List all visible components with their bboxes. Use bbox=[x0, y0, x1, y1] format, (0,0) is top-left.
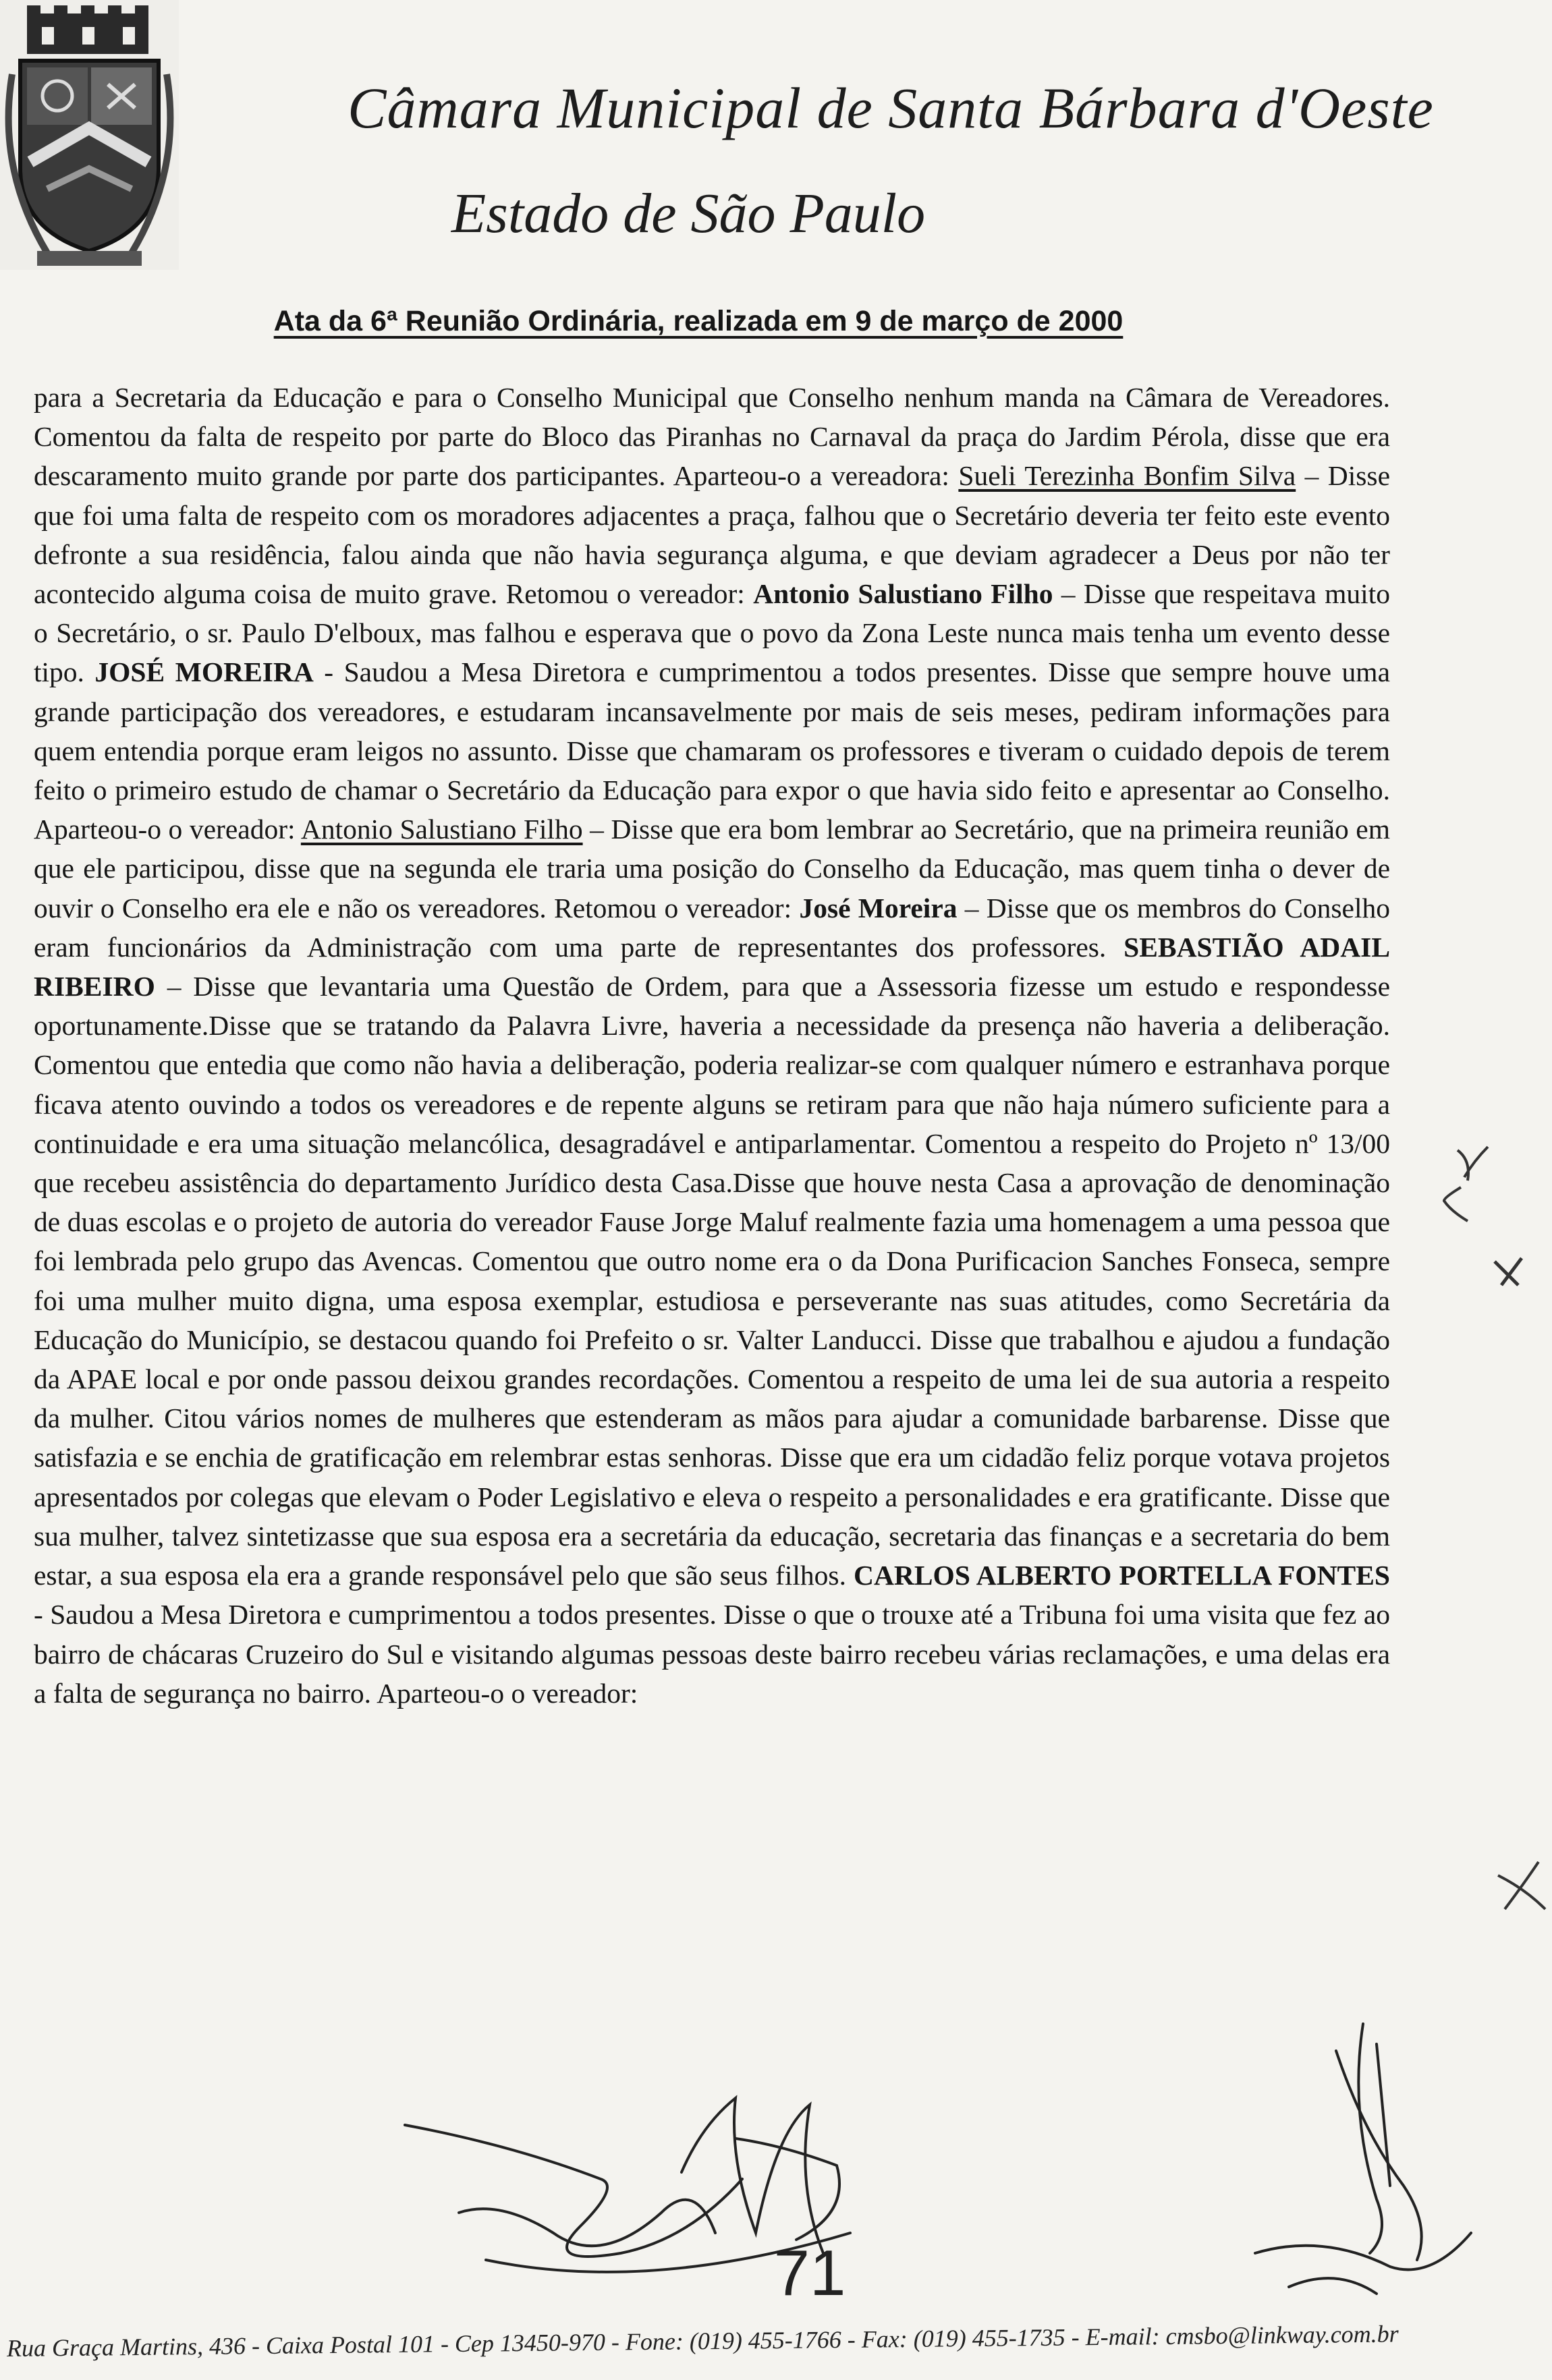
margin-checkmark-icon bbox=[1431, 1181, 1478, 1228]
signatures bbox=[378, 2010, 1525, 2300]
councillor-name: Antonio Salustiano Filho bbox=[300, 814, 583, 845]
margin-checkmark-icon bbox=[1491, 1855, 1552, 1916]
body-text: – Disse que levantaria uma Questão de Ordem, para que a Assessoria fizesse um estudo e respondesse oportunamente.Disse que se tratando da Palavra Livre, haveria a necessidade da presença não haveria a deliberação. Comentou que entedia que como não havia a deliberação, poderia realizar-se com qualquer número e estranhava porque ficava atento ouvindo a todos os vereadores e de repente alguns se retiram para que não haja número suficiente para a continuidade e era uma situação melancólica, desagradável e antiparlamentar. Comentou a respeito do Projeto nº 13/00 que recebeu assistência do departamento Jurídico desta Casa.Disse que houve nesta Casa a aprovação de denominação de duas escolas e o projeto de autoria do vereador Fause Jorge Maluf realmente fazia uma homenagem a uma pessoa que foi lembrada pelo grupo das Avencas. Comentou que outro nome era o da Dona Purificacion Sanches Fonseca, sempre foi uma mulher muito digna, uma esposa exemplar, estudiosa e perseverante nas suas atitudes, como Secretária da Educação do Município, se destacou quando foi Prefeito o sr. Valter Landucci. Disse que trabalhou e ajudou a fundação da APAE local e por onde passou deixou grandes recordações. Comentou a respeito de uma lei de sua autoria a respeito da mulher. Citou vários nomes de mulheres que estenderam as mãos para ajudar a comunidade barbarense. Disse que satisfazia e se enchia de gratificação em relembrar estas senhoras. Disse que era um cidadão feliz porque votava projetos apresentados por colegas que elevam o Poder Legislativo e eleva o respeito a personalidades e era gratificante. Disse que sua mulher, talvez sintetizasse que sua esposa era a secretária da educação, secretaria das finanças e a secretaria do bem estar, a sua esposa ela era a grande responsável pelo que são seus filhos. bbox=[34, 971, 1390, 1591]
speaker-name: CARLOS ALBERTO PORTELLA FONTES bbox=[853, 1560, 1390, 1591]
speaker-name: SEBASTIÃO ADAIL RIBEIRO bbox=[34, 931, 1390, 1002]
page-number: 71 bbox=[773, 2237, 846, 2309]
minutes-body bbox=[34, 378, 1390, 2017]
body-text: – Disse que era bom lembrar ao Secretário, que na primeira reunião em que ele participou, disse que na segunda ele traria uma posição do Conselho da Educação, mas quem tinha o dever de ouvir o Conselho era ele e não os vereadores. Retomou o vereador: bbox=[34, 814, 1390, 924]
letterhead-subtitle: Estado de São Paulo bbox=[451, 182, 926, 245]
councillor-name: Sueli Terezinha Bonfim Silva bbox=[958, 460, 1296, 492]
body-text: - Saudou a Mesa Diretora e cumprimentou a todos presentes. Disse o que o trouxe até a Tribuna foi uma visita que fez ao bairro de chácaras Cruzeiro do Sul e visitando algumas pessoas deste bairro recebeu várias reclamações, e uma delas era a falta de segurança no bairro. Aparteou-o o vereador: bbox=[34, 1599, 1390, 1709]
councillor-name: Antonio Salustiano Filho bbox=[753, 578, 1053, 610]
coat-of-arms-icon bbox=[0, 0, 179, 270]
body-text: - Saudou a Mesa Diretora e cumprimentou a todos presentes. Disse que sempre houve uma grande participação dos vereadores, e estudaram incansavelmente por mais de seis meses, pediram informações para quem entendia porque eram leigos no assunto. Disse que chamaram os professores e tiveram o cuidado depois de terem feito o primeiro estudo de chamar o Secretário da Educação para expor o que havia sido feito e apresentar ao Conselho. Aparteou-o o vereador: bbox=[34, 656, 1391, 845]
footer-address: Rua Graça Martins, 436 - Caixa Postal 101 - Cep 13450-970 - Fone: (019) 455-1766 - Fax: (019) 455-1735 - E-mail: cmsbo@linkway.com.br bbox=[6, 2320, 1399, 2362]
letterhead-title: Câmara Municipal de Santa Bárbara d'Oeste bbox=[348, 76, 1434, 140]
speaker-name: JOSÉ MOREIRA bbox=[94, 656, 314, 688]
body-text: – Disse que os membros do Conselho eram funcionários da Administração com uma parte de representantes dos professores. bbox=[34, 892, 1390, 963]
body-text: – Disse que foi uma falta de respeito com os moradores adjacentes a praça, falhou que o Secretário deveria ter feito este evento defronte a sua residência, falou ainda que não havia segurança alguma, e que deviam agradecer a Deus por não ter acontecido alguma coisa de muito grave. Retomou o vereador: bbox=[34, 460, 1390, 610]
body-text: para a Secretaria da Educação e para o Conselho Municipal que Conselho nenhum manda na Câmara de Vereadores. Comentou da falta de respeito por parte do Bloco das Piranhas no Carnaval da praça do Jardim Pérola, disse que era descaramento muito grande por parte dos participantes. Aparteou-o a vereadora: bbox=[34, 382, 1390, 492]
minutes-paragraph bbox=[34, 378, 1390, 1713]
margin-checkmark-icon bbox=[1485, 1248, 1532, 1295]
councillor-name: José Moreira bbox=[799, 892, 958, 924]
body-text: – Disse que respeitava muito o Secretário, o sr. Paulo D'elboux, mas falhou e esperava que o povo da Zona Leste nunca mais tenha um evento desse tipo. bbox=[34, 578, 1390, 688]
minutes-heading: Ata da 6ª Reunião Ordinária, realizada em 9 de março de 2000 bbox=[273, 305, 1124, 337]
